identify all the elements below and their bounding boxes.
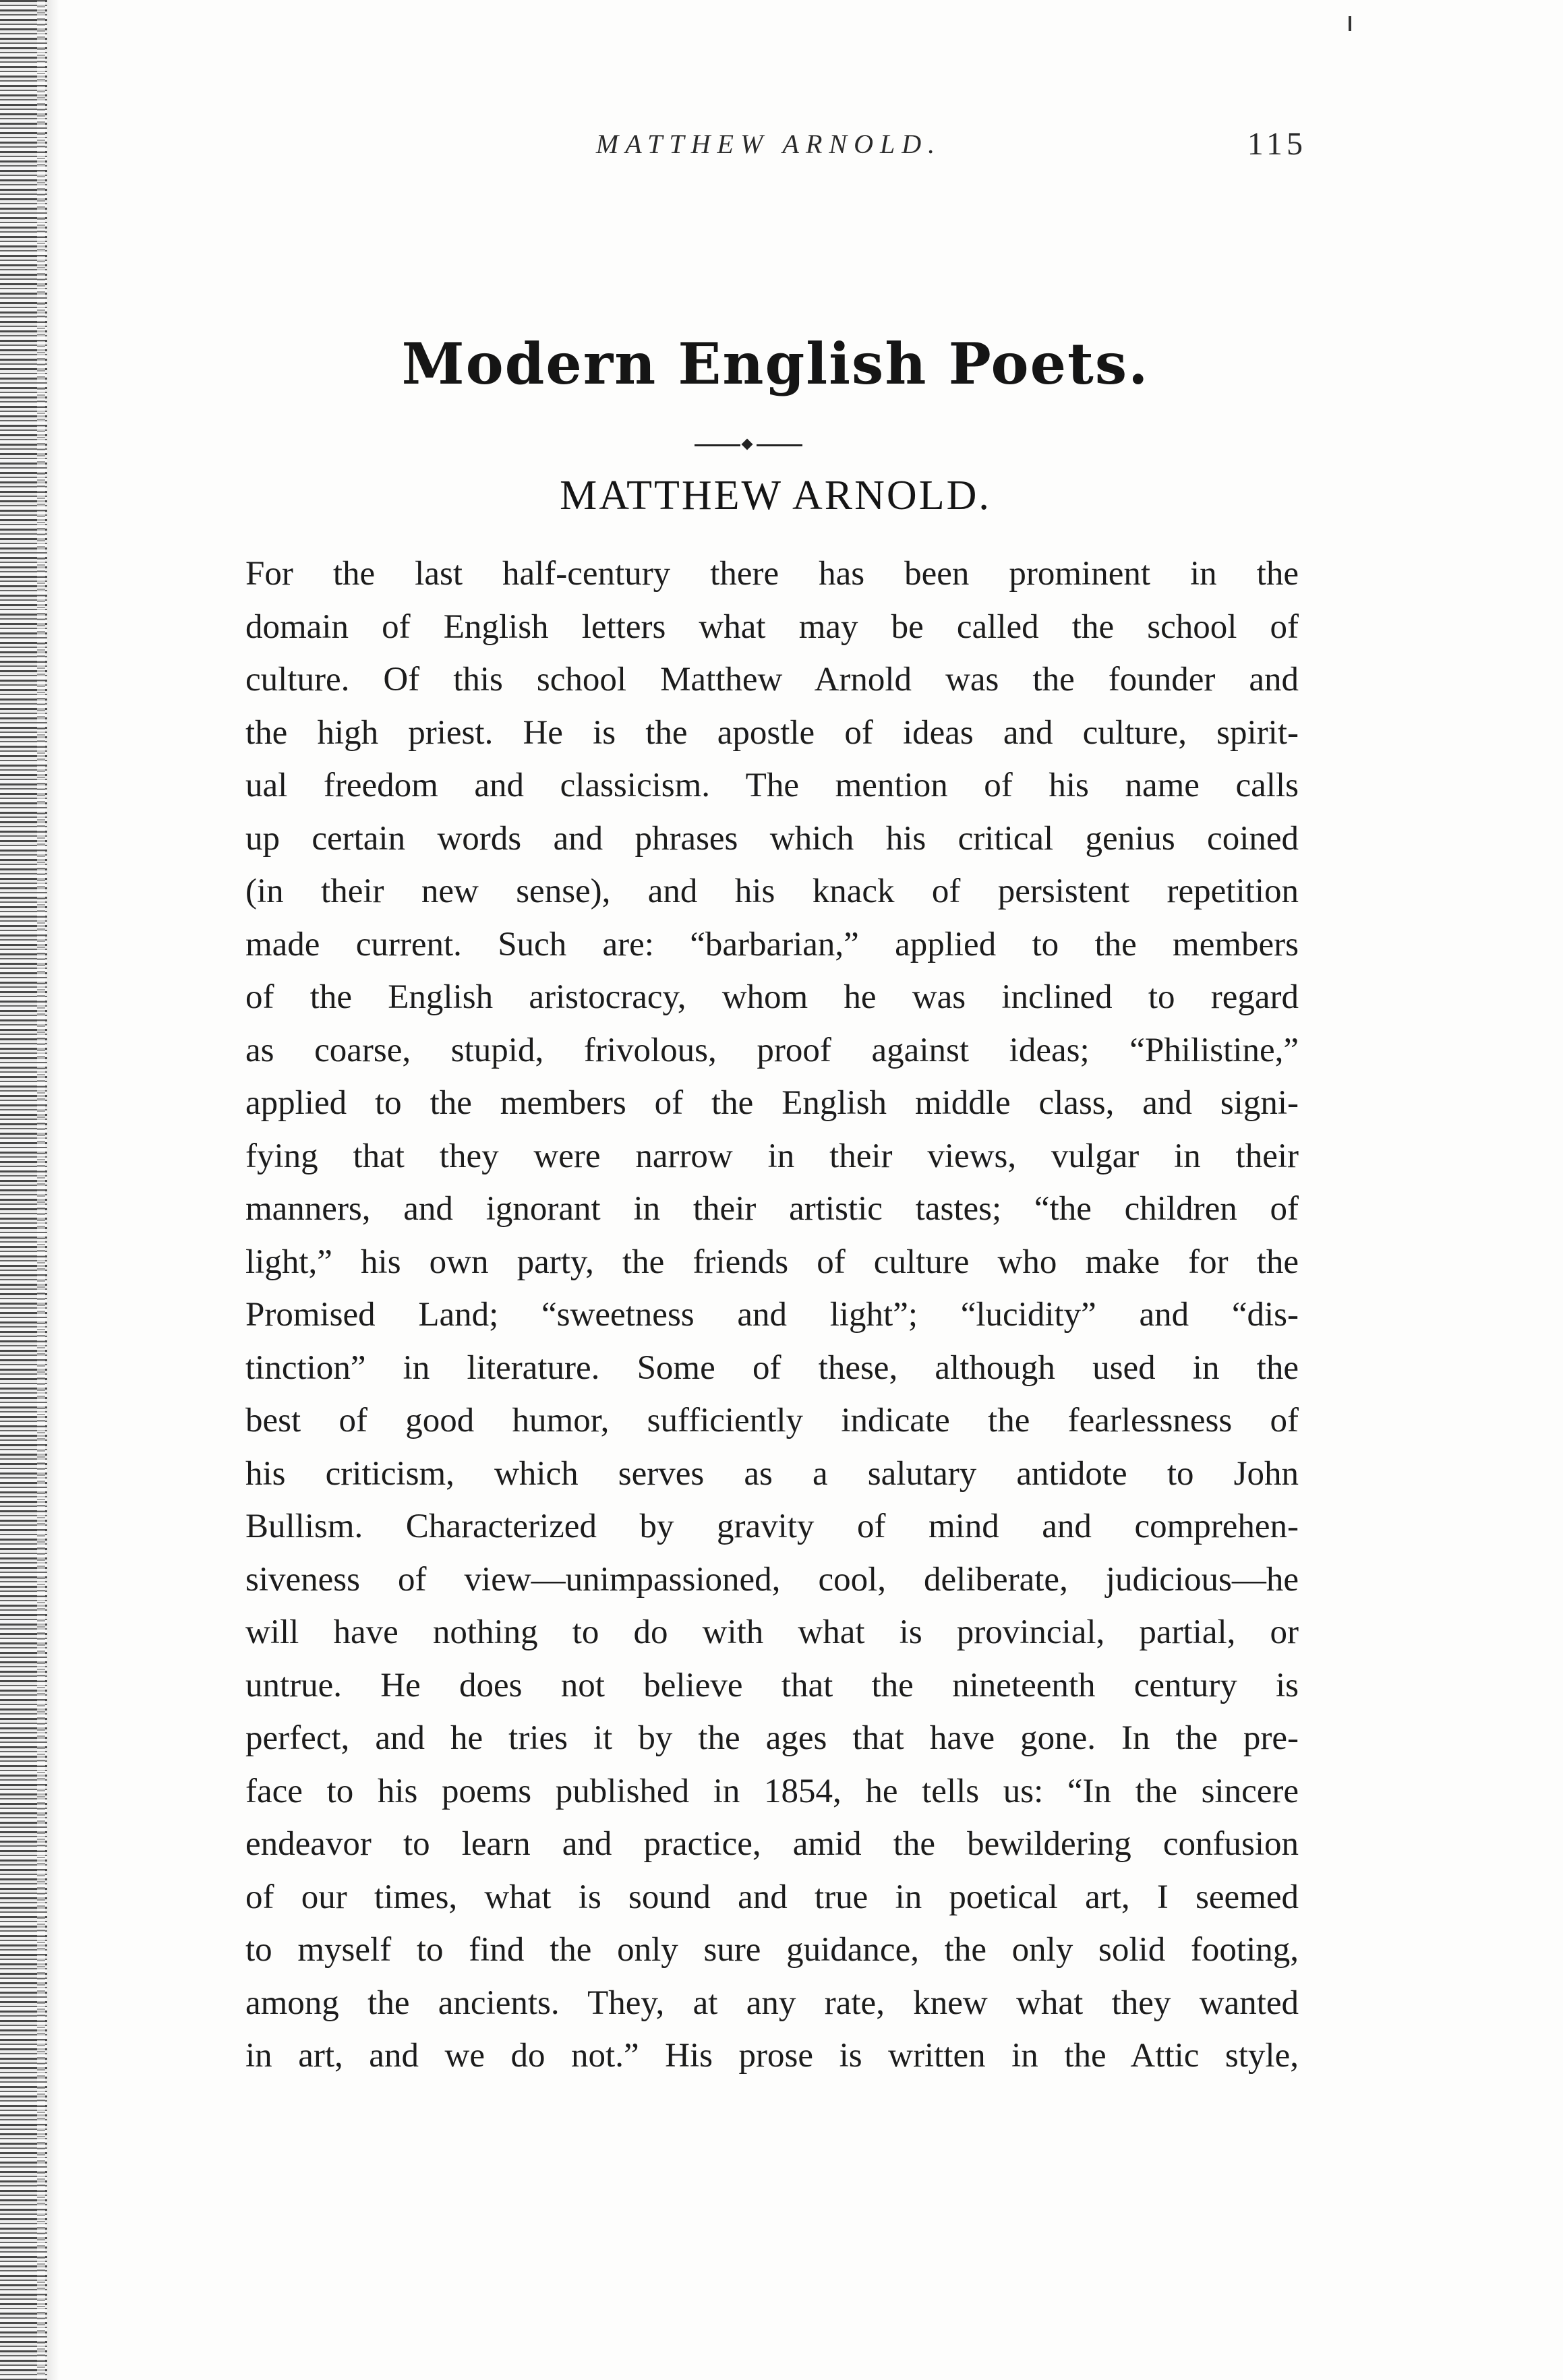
body-line: applied to the members of the English middle class, and signi- <box>245 1084 1299 1122</box>
body-line: his criticism, which serves as a salutary antidote to John <box>245 1454 1299 1493</box>
body-line: among the ancients. They, at any rate, knew what they wanted <box>245 1984 1299 2022</box>
page-number: 115 <box>1247 126 1307 162</box>
body-line: in art, and we do not.” His prose is written in the Attic style, <box>245 2037 1299 2075</box>
ornament-diamond-icon <box>742 439 753 450</box>
body-line: tinction” in literature. Some of these, although used in the <box>245 1348 1299 1387</box>
ornament-rule-right <box>757 444 802 446</box>
scan-mark <box>1349 16 1351 31</box>
body-line: of our times, what is sound and true in poetical art, I seemed <box>245 1878 1299 1916</box>
binding-edge-detail <box>37 0 45 2380</box>
body-line: as coarse, stupid, frivolous, proof against ideas; “Philistine,” <box>245 1031 1299 1069</box>
body-line: perfect, and he tries it by the ages that have gone. In the pre- <box>245 1719 1299 1757</box>
body-line: (in their new sense), and his knack of persistent repetition <box>245 872 1299 910</box>
body-line: light,” his own party, the friends of culture who make for the <box>245 1243 1299 1281</box>
body-line: untrue. He does not believe that the nineteenth century is <box>245 1666 1299 1704</box>
body-line: to myself to find the only sure guidance, the only solid footing, <box>245 1931 1299 1969</box>
section-title: Modern English Poets. <box>401 330 1150 397</box>
running-head: MATTHEW ARNOLD. <box>595 129 942 159</box>
ornament-divider <box>695 438 802 452</box>
article-title: MATTHEW ARNOLD. <box>560 473 991 518</box>
body-text <box>245 547 1299 2083</box>
binding-shadow <box>47 0 59 2380</box>
body-line: ual freedom and classicism. The mention of his name calls <box>245 767 1299 804</box>
body-line: siveness of view—unimpassioned, cool, deliberate, judicious—he <box>245 1560 1299 1599</box>
body-line: For the last half-century there has been prominent in the <box>245 555 1299 593</box>
body-line: made current. Such are: “barbarian,” applied to the members <box>245 925 1299 963</box>
body-line: fying that they were narrow in their views, vulgar in their <box>245 1137 1299 1175</box>
body-line: domain of English letters what may be called the school of <box>245 607 1299 646</box>
body-line: will have nothing to do with what is provincial, partial, or <box>245 1613 1299 1651</box>
ornament-rule-left <box>695 444 740 446</box>
body-line: manners, and ignorant in their artistic tastes; “the children of <box>245 1190 1299 1228</box>
body-line: face to his poems published in 1854, he tells us: “In the sincere <box>245 1772 1299 1810</box>
body-line: best of good humor, sufficiently indicate the fearlessness of <box>245 1402 1299 1439</box>
body-line: culture. Of this school Matthew Arnold was the founder and <box>245 661 1299 698</box>
body-line: Bullism. Characterized by gravity of mind and comprehen- <box>245 1508 1299 1545</box>
body-line: of the English aristocracy, whom he was inclined to regard <box>245 978 1299 1016</box>
body-line: endeavor to learn and practice, amid the bewildering confusion <box>245 1825 1299 1863</box>
body-line: the high priest. He is the apostle of ideas and culture, spirit- <box>245 713 1299 752</box>
body-line: Promised Land; “sweetness and light”; “lucidity” and “dis- <box>245 1296 1299 1334</box>
body-line: up certain words and phrases which his critical genius coined <box>245 819 1299 858</box>
